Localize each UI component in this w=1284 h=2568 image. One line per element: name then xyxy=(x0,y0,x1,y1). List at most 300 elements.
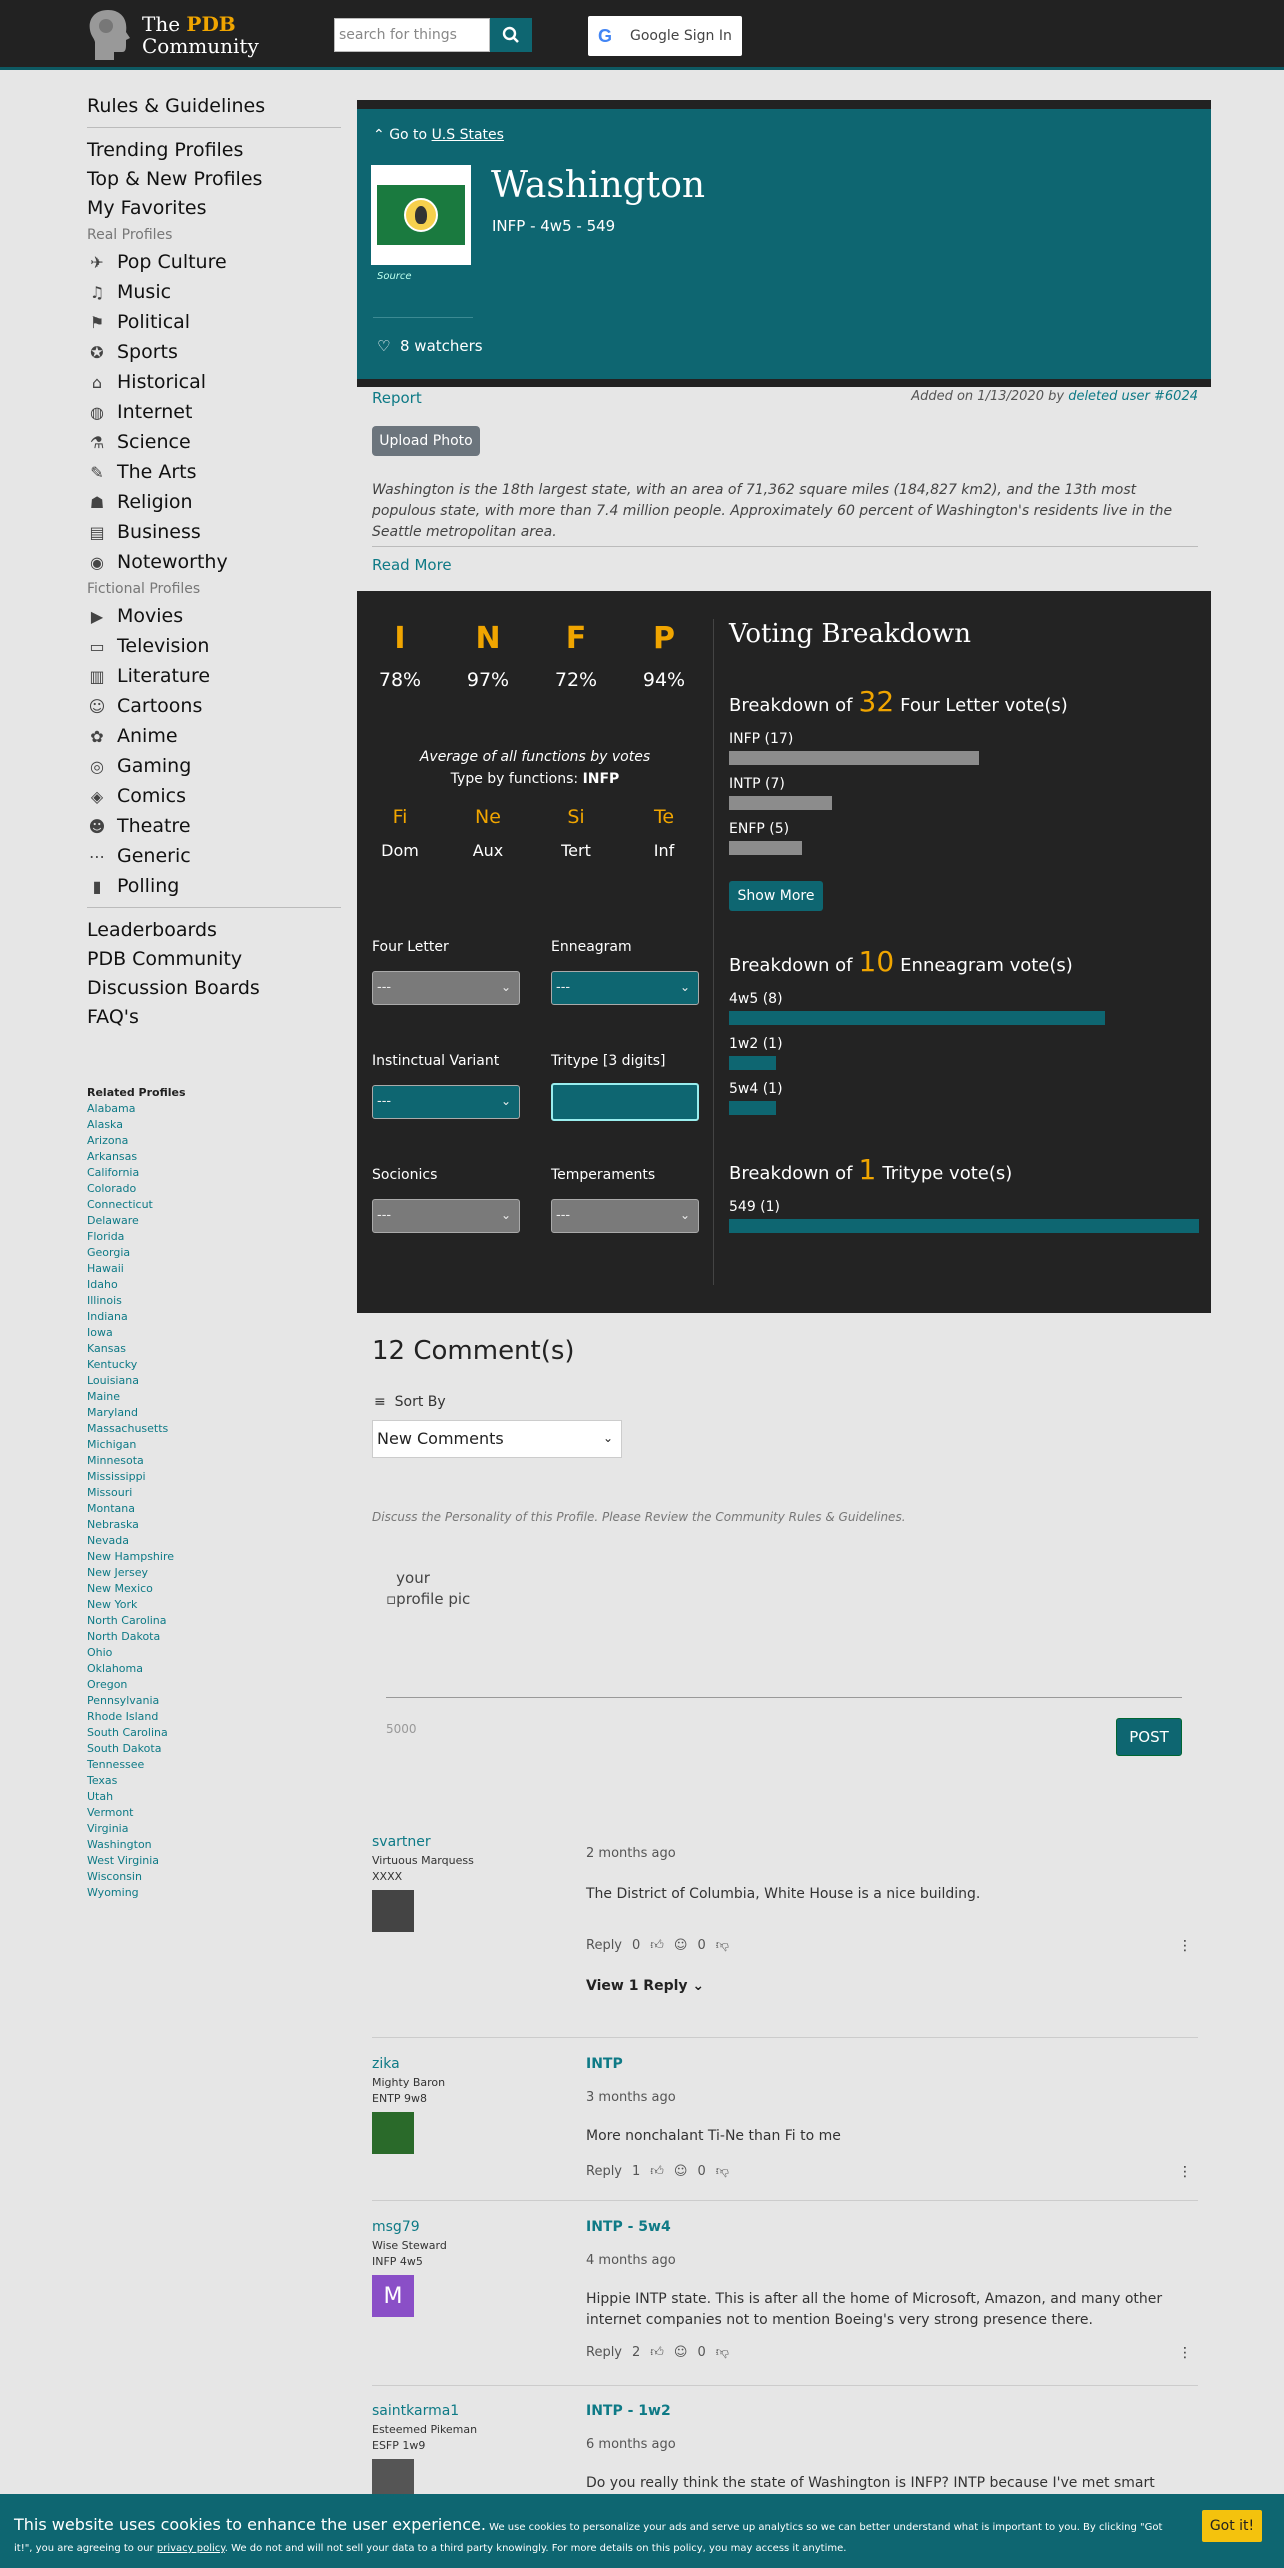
sidebar-item-music[interactable] xyxy=(87,277,341,307)
related-profile-link[interactable]: Michigan xyxy=(87,1438,137,1451)
related-profile-link[interactable]: Arizona xyxy=(87,1134,129,1147)
tritype-vote-bar xyxy=(729,1219,1199,1233)
function-position: Aux xyxy=(472,841,504,860)
related-profile-link[interactable]: Illinois xyxy=(87,1294,122,1307)
related-profile-link[interactable]: Tennessee xyxy=(87,1758,145,1771)
type-letter-percent: 97% xyxy=(466,669,510,691)
type-by-functions xyxy=(357,771,713,787)
related-profile-link[interactable]: Nevada xyxy=(87,1534,129,1547)
comment-text: More nonchalant Ti-Ne than Fi to me xyxy=(586,2128,841,2144)
comment-text: Do you really think the state of Washington is INFP? INTP because I've met smart xyxy=(586,2475,1155,2491)
reply-button[interactable]: Reply xyxy=(586,2345,623,2360)
char-count: 5000 xyxy=(386,1722,417,1736)
thumbs-down-icon[interactable]: 👎︎ xyxy=(715,1938,729,1953)
sidebar-item-label: Generic xyxy=(117,845,191,867)
related-profile-link[interactable]: New Hampshire xyxy=(87,1550,175,1563)
comment-user-rank: Virtuous Marquess xyxy=(372,1854,474,1867)
thumbs-up-icon[interactable]: 👍︎ xyxy=(650,2345,664,2360)
functions-average-note: Average of all functions by votes xyxy=(419,749,651,765)
discuss-note: Discuss the Personality of this Profile. Please Review the Community Rules & Guidelines. xyxy=(372,1510,906,1524)
vote-panel xyxy=(357,591,1211,1313)
breakdown-suffix: Four Letter vote(s) xyxy=(900,695,1068,716)
temperaments-label: Temperaments xyxy=(551,1167,656,1183)
select-value: --- xyxy=(377,1094,392,1109)
sidebar-item-movies[interactable] xyxy=(87,601,341,631)
heart-icon: ♡ xyxy=(377,337,391,355)
television-icon: ▭ xyxy=(89,636,105,656)
related-profiles-title: Related Profiles xyxy=(87,1086,186,1099)
related-profile-link[interactable]: Maryland xyxy=(87,1406,139,1419)
sidebar-item-label: Sports xyxy=(117,341,178,363)
reply-button[interactable]: Reply xyxy=(586,2164,623,2179)
comment-user-type: ESFP 1w9 xyxy=(372,2439,426,2452)
related-profile-link[interactable]: Missouri xyxy=(87,1486,133,1499)
related-profile-link[interactable]: Pennsylvania xyxy=(87,1694,160,1707)
type-letter-percent: 72% xyxy=(554,669,598,691)
comment-username[interactable]: svartner xyxy=(372,1834,431,1850)
sidebar-item-gaming[interactable] xyxy=(87,751,341,781)
logo-the: The xyxy=(142,12,187,36)
related-profile-link[interactable]: Maine xyxy=(87,1390,121,1403)
comment-text: The District of Columbia, White House is a nice building. xyxy=(586,1886,981,1902)
science-icon: ⚗ xyxy=(89,432,105,452)
four-letter-breakdown-heading xyxy=(729,685,1068,718)
breakdown-count: 10 xyxy=(858,945,895,978)
type-letter: I xyxy=(394,621,406,656)
sidebar-item-label: Business xyxy=(117,521,201,543)
related-profile-link[interactable]: Connecticut xyxy=(87,1198,153,1211)
profile-type-summary: INFP - 4w5 - 549 xyxy=(492,217,616,235)
historical-icon: ⌂ xyxy=(91,372,103,392)
comment-user-type: INFP 4w5 xyxy=(372,2255,423,2268)
related-profile-link[interactable]: Oregon xyxy=(87,1678,128,1691)
sidebar-item-label: Science xyxy=(117,431,191,453)
sort-by-label xyxy=(374,1394,446,1410)
google-signin-label: Google Sign In xyxy=(630,28,732,44)
avatar[interactable]: M xyxy=(372,2275,414,2317)
cookie-text xyxy=(14,2514,1184,2559)
enneagram-vote-bar xyxy=(729,1101,776,1115)
movies-icon: ▶ xyxy=(90,606,104,626)
nav-link-my-favorites[interactable]: My Favorites xyxy=(87,197,207,219)
downvote-count: 0 xyxy=(697,2345,706,2360)
the-arts-icon: ✎ xyxy=(90,462,104,482)
search-input[interactable]: search for things xyxy=(334,18,490,52)
back-icon: ⌃ xyxy=(373,127,390,143)
thumbs-down-icon[interactable]: 👎︎ xyxy=(715,2345,729,2360)
related-profile-link[interactable]: Wyoming xyxy=(87,1886,139,1899)
breakdown-prefix: Breakdown of xyxy=(729,955,853,976)
added-info xyxy=(911,389,1198,404)
show-more-button[interactable]: Show More xyxy=(729,881,823,911)
comment-user-rank: Mighty Baron xyxy=(372,2076,446,2089)
related-profile-link[interactable]: Minnesota xyxy=(87,1454,144,1467)
related-profile-link[interactable]: Rhode Island xyxy=(87,1710,159,1723)
sidebar-item-label: Gaming xyxy=(117,755,192,777)
select-value: --- xyxy=(556,1208,571,1223)
profile-pic-placeholder xyxy=(386,1568,476,1610)
nav-link-top-new-profiles[interactable]: Top & New Profiles xyxy=(87,168,263,190)
related-profile-link[interactable]: Iowa xyxy=(87,1326,113,1339)
four-letter-vote-label: INFP (17) xyxy=(729,731,794,747)
comment-username[interactable]: msg79 xyxy=(372,2219,420,2235)
report-link[interactable]: Report xyxy=(372,389,422,407)
sidebar-item-noteworthy[interactable] xyxy=(87,547,341,577)
smile-icon[interactable]: ☺ xyxy=(673,2345,688,2360)
four-letter-vote-label: INTP (7) xyxy=(729,776,785,792)
sidebar-item-political[interactable] xyxy=(87,307,341,337)
instinctual-select[interactable] xyxy=(372,1085,520,1119)
sidebar-item-science[interactable] xyxy=(87,427,341,457)
related-profile-link[interactable]: Ohio xyxy=(87,1646,113,1659)
top-navbar xyxy=(0,0,1284,70)
comment-vote-tag: INTP - 1w2 xyxy=(586,2403,671,2419)
religion-icon: ☗ xyxy=(89,492,105,512)
cookie-heading: This website uses cookies to enhance the user experience. xyxy=(14,2515,486,2534)
cookie-tail: . We do not and will not sell your data to a third party knowingly. For more details on this policy, you may access it anytime. xyxy=(224,2543,847,2554)
enneagram-breakdown-heading xyxy=(729,945,1073,978)
nav-link-discussion-boards[interactable]: Discussion Boards xyxy=(87,977,260,999)
generic-icon: ⋯ xyxy=(89,846,105,866)
related-profile-link[interactable]: Colorado xyxy=(87,1182,137,1195)
polling-icon: ▮ xyxy=(92,876,102,896)
comment-vote-tag: INTP - 5w4 xyxy=(586,2219,671,2235)
business-icon: ▤ xyxy=(89,522,105,542)
sidebar-item-pop-culture[interactable] xyxy=(87,247,341,277)
related-profile-link[interactable]: New Mexico xyxy=(87,1582,153,1595)
music-icon: ♫ xyxy=(89,282,105,302)
sidebar-item-label: Polling xyxy=(117,875,180,897)
added-user-link[interactable]: deleted user #6024 xyxy=(1068,389,1198,404)
sidebar-item-label: Music xyxy=(117,281,172,303)
cookie-body: We use cookies to personalize your ads and serve up analytics so we can better understand what is important to you. By clicking "Got it!", you are agreeing to our xyxy=(14,2522,1163,2554)
breakdown-prefix: Breakdown of xyxy=(729,695,853,716)
more-options-icon[interactable]: ⋮ xyxy=(1178,2164,1192,2180)
comment-text: Hippie INTP state. This is after all the home of Microsoft, Amazon, and many other internet companies not to mention Boeing's very strong presence there. xyxy=(586,2291,1163,2328)
sidebar-item-label: Pop Culture xyxy=(117,251,227,273)
profile-photo[interactable] xyxy=(371,165,471,265)
sidebar-item-label: Anime xyxy=(117,725,178,747)
cookie-accept-button[interactable]: Got it! xyxy=(1202,2510,1262,2542)
thumbs-down-icon[interactable]: 👎︎ xyxy=(715,2164,729,2179)
sidebar-item-historical[interactable] xyxy=(87,367,341,397)
function-position: Dom xyxy=(381,841,419,860)
logo-community: Community xyxy=(142,34,259,58)
related-profile-link[interactable]: New Jersey xyxy=(87,1566,149,1579)
post-button[interactable]: POST xyxy=(1116,1718,1182,1756)
sidebar-item-theatre[interactable] xyxy=(87,811,341,841)
select-value: --- xyxy=(556,980,571,995)
divider xyxy=(713,619,714,1285)
sort-label-text: Sort By xyxy=(394,1394,446,1410)
related-profile-link[interactable]: Florida xyxy=(87,1230,125,1243)
comment-divider xyxy=(372,2037,1198,2038)
more-options-icon[interactable]: ⋮ xyxy=(1178,1938,1192,1954)
sidebar-item-sports[interactable] xyxy=(87,337,341,367)
chevron-down-icon: ⌄ xyxy=(679,1208,690,1222)
comment-item xyxy=(372,2219,1198,2399)
sidebar-item-comics[interactable] xyxy=(87,781,341,811)
related-profile-link[interactable]: Wisconsin xyxy=(87,1870,142,1883)
comment-item xyxy=(372,1834,1198,2014)
more-options-icon[interactable]: ⋮ xyxy=(1178,2345,1192,2361)
comment-timestamp: 2 months ago xyxy=(586,1846,676,1861)
tbf-label: Type by functions: xyxy=(450,771,583,787)
nav-link-rules[interactable]: Rules & Guidelines xyxy=(87,95,266,117)
type-letter: N xyxy=(475,621,501,656)
sidebar-item-internet[interactable] xyxy=(87,397,341,427)
nav-link-pdb-community[interactable]: PDB Community xyxy=(87,948,243,970)
breakdown-suffix: Tritype vote(s) xyxy=(882,1163,1013,1184)
sidebar-item-religion[interactable] xyxy=(87,487,341,517)
nav-link-leaderboards[interactable]: Leaderboards xyxy=(87,919,217,941)
sidebar-item-label: Television xyxy=(117,635,210,657)
political-icon: ⚑ xyxy=(89,312,105,332)
related-profile-link[interactable]: Massachusetts xyxy=(87,1422,169,1435)
related-profile-link[interactable]: Idaho xyxy=(87,1278,118,1291)
tritype-breakdown-heading xyxy=(729,1153,1012,1186)
sort-select[interactable] xyxy=(372,1420,622,1458)
upload-photo-button[interactable]: Upload Photo xyxy=(372,426,480,456)
cognitive-function: Te xyxy=(653,806,675,828)
sidebar-item-label: Historical xyxy=(117,371,206,393)
type-letter: P xyxy=(653,621,675,656)
comment-divider xyxy=(372,2385,1198,2386)
privacy-policy-link[interactable]: privacy policy xyxy=(156,2543,225,2554)
enneagram-vote-label: 4w5 (8) xyxy=(729,991,783,1007)
chevron-down-icon: ⌄ xyxy=(500,980,511,994)
breakdown-prefix: Breakdown of xyxy=(729,1163,853,1184)
nav-link-trending-profiles[interactable]: Trending Profiles xyxy=(87,139,244,161)
pop-culture-icon: ✈ xyxy=(90,252,104,272)
sidebar-item-label: Religion xyxy=(117,491,193,513)
divider xyxy=(87,907,341,908)
sidebar-item-literature[interactable] xyxy=(87,661,341,691)
gaming-icon: ◎ xyxy=(90,756,104,776)
four-letter-vote-bar xyxy=(729,841,802,855)
socionics-label: Socionics xyxy=(372,1167,438,1183)
upvote-count: 2 xyxy=(632,2345,641,2360)
sidebar-item-business[interactable] xyxy=(87,517,341,547)
fictional-profiles-label: Fictional Profiles xyxy=(87,581,201,597)
function-position: Tert xyxy=(561,841,591,860)
avatar[interactable] xyxy=(372,2112,414,2154)
chevron-down-icon: ⌄ xyxy=(500,1208,511,1222)
smile-icon[interactable]: ☺ xyxy=(673,2164,688,2179)
google-icon: G xyxy=(598,25,613,46)
sidebar-item-generic[interactable] xyxy=(87,841,341,871)
related-profile-link[interactable]: Washington xyxy=(87,1838,152,1851)
related-profile-link[interactable]: Alabama xyxy=(87,1102,136,1115)
related-profile-link[interactable]: Georgia xyxy=(87,1246,131,1259)
downvote-count: 0 xyxy=(697,2164,706,2179)
breakdown-count: 32 xyxy=(858,685,895,718)
smile-icon[interactable]: ☺ xyxy=(673,1938,688,1953)
page-title: Washington xyxy=(491,165,706,206)
four-letter-vote-bar xyxy=(729,796,832,810)
breakdown-suffix: Enneagram vote(s) xyxy=(900,955,1073,976)
thumbs-up-icon[interactable]: 👍︎ xyxy=(650,2164,664,2179)
related-profile-link[interactable]: Montana xyxy=(87,1502,135,1515)
pic-alt-text: your profile pic xyxy=(396,1569,471,1608)
select-value: --- xyxy=(377,1208,392,1223)
reply-button[interactable]: Reply xyxy=(586,1938,623,1953)
related-profile-link[interactable]: Louisiana xyxy=(87,1374,139,1387)
comment-user-type: ENTP 9w8 xyxy=(372,2092,428,2105)
logo-pdb: PDB xyxy=(186,12,236,36)
four-letter-vote-label: ENFP (5) xyxy=(729,821,790,837)
thumbs-up-icon[interactable]: 👍︎ xyxy=(650,1938,664,1953)
breadcrumb xyxy=(373,127,504,143)
four-letter-select[interactable] xyxy=(372,971,520,1005)
related-profile-link[interactable]: Vermont xyxy=(87,1806,134,1819)
function-position: Inf xyxy=(653,841,675,860)
type-letter: F xyxy=(565,621,587,656)
enneagram-vote-label: 5w4 (1) xyxy=(729,1081,783,1097)
sidebar-item-polling[interactable] xyxy=(87,871,341,901)
comment-vote-tag: INTP xyxy=(586,2056,623,2072)
chevron-down-icon: ⌄ xyxy=(500,1094,511,1108)
comment-actions xyxy=(586,2164,739,2179)
nav-link-faq-s[interactable]: FAQ's xyxy=(87,1006,139,1028)
downvote-count: 0 xyxy=(697,1938,706,1953)
comment-actions xyxy=(586,2345,739,2360)
related-profile-link[interactable]: North Dakota xyxy=(87,1630,161,1643)
voting-breakdown-title: Voting Breakdown xyxy=(729,619,971,649)
enneagram-vote-bar xyxy=(729,1056,776,1070)
sidebar-item-cartoons[interactable] xyxy=(87,691,341,721)
related-profile-link[interactable]: Utah xyxy=(87,1790,114,1803)
comment-item xyxy=(372,2056,1198,2236)
profile-header xyxy=(357,100,1211,387)
related-profile-link[interactable]: Kentucky xyxy=(87,1358,138,1371)
goto-prefix: Go to xyxy=(389,127,432,143)
tritype-input[interactable] xyxy=(551,1083,699,1121)
watch-button[interactable] xyxy=(377,337,483,355)
sidebar-item-anime[interactable] xyxy=(87,721,341,751)
related-profile-link[interactable]: Delaware xyxy=(87,1214,139,1227)
related-profile-link[interactable]: South Carolina xyxy=(87,1726,168,1739)
photo-source-link[interactable]: Source xyxy=(377,271,412,282)
enneagram-vote-label: 1w2 (1) xyxy=(729,1036,783,1052)
breakdown-count: 1 xyxy=(858,1153,877,1186)
broken-image-icon: ▫ xyxy=(386,1590,397,1608)
internet-icon: ◍ xyxy=(90,402,104,422)
added-text: Added on 1/13/2020 by xyxy=(911,389,1069,404)
divider xyxy=(87,127,341,128)
head-logo-icon xyxy=(86,8,136,62)
sidebar-item-label: Cartoons xyxy=(117,695,203,717)
related-profile-link[interactable]: Alaska xyxy=(87,1118,123,1131)
comment-username[interactable]: zika xyxy=(372,2056,400,2072)
google-signin-button[interactable] xyxy=(588,16,742,56)
sports-icon: ✪ xyxy=(90,342,104,362)
related-profile-link[interactable]: North Carolina xyxy=(87,1614,167,1627)
cartoons-icon: ☺ xyxy=(88,696,106,716)
read-more-link[interactable]: Read More xyxy=(372,556,452,574)
comment-divider xyxy=(372,2200,1198,2201)
sidebar-item-label: Theatre xyxy=(117,815,191,837)
instinctual-label: Instinctual Variant xyxy=(372,1053,500,1069)
sidebar-item-label: Noteworthy xyxy=(117,551,228,573)
related-profile-link[interactable]: Texas xyxy=(87,1774,118,1787)
upvote-count: 1 xyxy=(632,2164,641,2179)
related-profile-link[interactable]: New York xyxy=(87,1598,138,1611)
real-profiles-label: Real Profiles xyxy=(87,227,173,243)
cognitive-function: Ne xyxy=(475,806,501,828)
sidebar-item-label: Political xyxy=(117,311,191,333)
comment-timestamp: 6 months ago xyxy=(586,2437,676,2452)
comment-count: 12 Comment(s) xyxy=(372,1336,575,1366)
type-letter-percent: 78% xyxy=(378,669,422,691)
sidebar xyxy=(87,92,341,1901)
comics-icon: ◈ xyxy=(90,786,104,806)
anime-icon: ✿ xyxy=(90,726,104,746)
theatre-icon: ☻ xyxy=(88,816,106,836)
literature-icon: ▥ xyxy=(89,666,105,686)
related-profile-link[interactable]: Hawaii xyxy=(87,1262,124,1275)
tbf-value: INFP xyxy=(582,771,620,787)
related-profile-link[interactable]: Arkansas xyxy=(87,1150,138,1163)
comment-timestamp: 3 months ago xyxy=(586,2090,676,2105)
enneagram-select[interactable] xyxy=(551,971,699,1005)
four-letter-vote-bar xyxy=(729,751,979,765)
related-profile-link[interactable]: Oklahoma xyxy=(87,1662,143,1675)
comment-user-rank: Esteemed Pikeman xyxy=(372,2423,478,2436)
related-profile-link[interactable]: South Dakota xyxy=(87,1742,162,1755)
cognitive-function: Si xyxy=(567,806,585,828)
sidebar-item-television[interactable] xyxy=(87,631,341,661)
view-replies-button[interactable]: View 1 Reply ⌄ xyxy=(586,1978,705,1994)
sidebar-item-label: Internet xyxy=(117,401,193,423)
temperaments-select[interactable] xyxy=(551,1199,699,1233)
tritype-vote-label: 549 (1) xyxy=(729,1199,781,1215)
comment-username[interactable]: saintkarma1 xyxy=(372,2403,460,2419)
related-profile-link[interactable]: California xyxy=(87,1166,140,1179)
sort-icon: ≡ xyxy=(374,1394,386,1410)
cookie-banner xyxy=(0,2494,1284,2568)
related-profile-link[interactable]: Indiana xyxy=(87,1310,128,1323)
comment-user-type: XXXX xyxy=(372,1870,403,1883)
goto-category-link[interactable]: U.S States xyxy=(431,127,504,143)
chevron-down-icon: ⌄ xyxy=(602,1431,613,1445)
sidebar-item-label: Movies xyxy=(117,605,184,627)
avatar[interactable] xyxy=(372,1890,414,1932)
sidebar-item-label: The Arts xyxy=(117,461,197,483)
socionics-select[interactable] xyxy=(372,1199,520,1233)
divider xyxy=(372,546,1198,547)
related-profile-link[interactable]: Nebraska xyxy=(87,1518,139,1531)
comment-timestamp: 4 months ago xyxy=(586,2253,676,2268)
enneagram-vote-bar xyxy=(729,1011,1105,1025)
search-button[interactable] xyxy=(490,18,532,52)
comment-textarea[interactable] xyxy=(386,1568,1182,1698)
related-profile-link[interactable]: Kansas xyxy=(87,1342,126,1355)
sidebar-item-label: Literature xyxy=(117,665,211,687)
washington-flag-image xyxy=(377,185,465,245)
related-profile-link[interactable]: West Virginia xyxy=(87,1854,160,1867)
related-profile-link[interactable]: Mississippi xyxy=(87,1470,146,1483)
upvote-count: 0 xyxy=(632,1938,641,1953)
comment-user-rank: Wise Steward xyxy=(372,2239,447,2252)
select-value: --- xyxy=(377,980,392,995)
sidebar-item-the-arts[interactable] xyxy=(87,457,341,487)
chevron-down-icon: ⌄ xyxy=(679,980,690,994)
related-profile-link[interactable]: Virginia xyxy=(87,1822,129,1835)
site-logo[interactable] xyxy=(86,8,259,62)
four-letter-label: Four Letter xyxy=(372,939,449,955)
divider xyxy=(373,317,473,318)
